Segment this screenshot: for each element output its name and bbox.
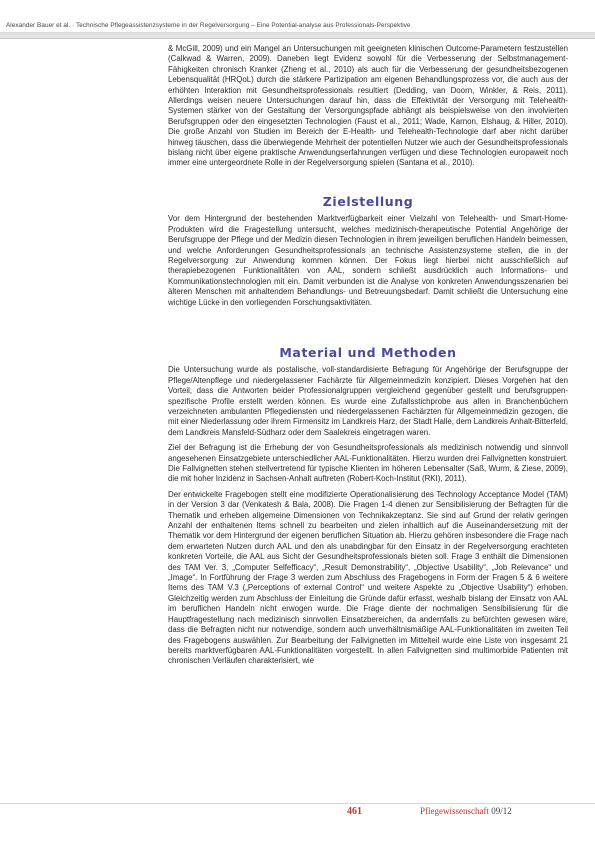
- methods-paragraph-2: Ziel der Befragung ist die Erhebung der von Gesundheitsprofessionals als medizinisch notwendig und sinnvoll angesehenen Einsatzgebiete unterschiedlicher AAL-Funktionalitäten. Hierzu wurden drei Fallvignetten konstruiert. Die Fallvignetten stehen stellvertretend für typische Klienten im höheren Lebensalter (Saß, Wurm, & Ziese, 2009), die mit hoher Inzidenz in Sachsen-Anhalt auftreten (Robert-Koch-Institut (RKI), 2011).: [168, 443, 568, 484]
- section-heading-material-methoden: Material und Methoden: [279, 344, 457, 360]
- footer-divider: [0, 803, 595, 804]
- methods-paragraph-1: Die Untersuchung wurde als postalische, voll-standardisierte Befragung für Angehörige der Berufsgruppe der Pflege/Altenpflege und niedergelassener Fachärzte für Allgemeinmedizin konzipiert. Dieses Vorgehen hat den Vorteil, dass die Antworten beider Professionalgruppen vergleichend gegenüber gestellt und berufsgruppen-spezifische Profile erstellt werden können. Es wurde eine Zufallsstichprobe aus allen in Branchenbüchern verzeichneten ambulanten Pflegediensten und niedergelassenen Fachärzten für Allgemeinmedizin gezogen, die mit einer Niederlassung oder ihrem Firmensitz im Landkreis Harz, der Stadt Halle, dem Landkreis Anhalt-Bitterfeld, dem Landkreis Mansfeld-Südharz oder dem Saalekreis eingetragen waren.: [168, 365, 568, 437]
- methods-paragraph-3: Der entwickelte Fragebogen stellt eine modifizierte Operationalisierung des Technology Acceptance Model (TAM) in der Version 3 dar (Venkatesh & Bala, 2008). Die Fragen 1-4 dienen zur Sensibilisierung der Befragten für die Thematik und erheben allgemeine Dimensionen von Technikakzeptanz. Sie sind auf Grund der relativ geringen Anzahl der enthaltenen Items schnell zu bearbeiten und zielen inhaltlich auf die Auseinandersetzung mit der Thematik vor dem Hintergrund der eigenen beruflichen Situation ab. Hierzu gehören insbesondere die Frage nach dem erwarteten Nutzen durch AAL und den als unabdingbar für den Einsatz in der Regelversorgung erachteten konkreten Vorteile, die AAL aus Sicht der Gesundheitsprofessionals bieten soll. Frage 3 enthält die Dimensionen des TAM Ver. 3, „Computer Selfefficacy“, „Result Demonstrability“, „Objective Usability“, „Job Relevance“ und „Image“. In Fortführung der Frage 3 werden zum Abschluss des Fragebogens in Form der Fragen 5 & 6 weitere Items des TAM V.3 („Perceptions of external Control“ und weitere Aspekte zu „Objective Usability“) erhoben. Gleichzeitig werden zum Abschluss der Einleitung die Gründe dafür erfasst, weshalb bislang der Einsatz von AAL im beruflichen Handeln nicht erwogen wurde. Die Frage diente der nochmaligen Sensibilisierung für die Hauptfragestellung nach medizinisch sinnvollen Einsatzbereichen, da andernfalls zu befürchten gewesen wäre, dass die Befragten nicht nur notwendige, sondern auch unverhältnismäßige AAL-Funktionalitäten im zweiten Teil des Fragebogens auswählen. Zur Bearbeitung der Fallvignetten im Mittelteil wurde eine Liste von insgesamt 21 bereits marktverfügbaren AAL-Funktionalitäten vorgestellt. In allen Fallvignetten sind multimorbide Patienten mit chronischen Verläufen charakterisiert, wie: [168, 489, 568, 666]
- intro-paragraph: & McGill, 2009) und ein Mangel an Untersuchungen mit geeigneten klinischen Outcome-Parametern festzustellen (Calkwad & Warren, 2009). Daneben liegt Evidenz sowohl für die Verbesserung der Selbstmanagement-Fähigkeiten chronisch Kranker (Zheng et al., 2010) als auch für die Verbesserung der gesundheitsbezogenen Lebensqualität (HRQoL) durch die stärkere Partizipation am eigenen Behandlungsprozess vor, die auch aus der erhöhten Interaktion mit Gesundheitsprofessionals resultiert (Dedding, van Doorn, Winkler, & Reis, 2011). Allerdings weisen neuere Untersuchungen darauf hin, dass die Effektivität der Versorgung mit Telehealth-Systemen stärker von der Gestaltung der Versorgungspfade abhängt als beispielsweise von den involvierten Berufsgruppen oder den eingesetzten Technologien (Faust et al., 2011; Wade, Karnon, Elshaug, & Hiller, 2010). Die große Anzahl von Studien im Bereich der E-Health- und Telehealth-Technologie darf aber nicht darüber hinweg täuschen, dass die überwiegende Mehrheit der potentiellen Nutzer wie auch der Gesundheitsprofessionals bislang nicht über eigene praktische Anwendungserfahrungen verfügen und diese Technologien europaweit noch immer eine untergeordnete Rolle in der Regelversorgung spielen (Santana et al., 2010).: [168, 44, 568, 168]
- running-head: Alexander Bauer et al. · Technische Pflegeassistenzsysteme in der Regelversorgung – Eine Potential-analyse aus Professionals-Perspektive: [6, 22, 411, 29]
- zielstellung-paragraph: Vor dem Hintergrund der bestehenden Marktverfügbarkeit einer Vielzahl von Telehealth- und Smart-Home-Produkten wird die Fragestellung untersucht, welches medizinisch-therapeutische Potential Angehörige der Berufsgruppe der Pflege und der Medizin diesen Technologien in ihrem jeweiligen beruflichen Handeln beimessen, und welche Anforderungen Gesundheitsprofessionals an technische Assistenzsysteme stellen, die in der Regelversorgung zur Anwendung kommen können. Der Fokus liegt hierbei nicht ausschließlich auf therapiebezogenen Funktionalitäten von AAL, sondern schließt ausdrücklich auch Informations- und Kommunikationstechnologien mit ein. Damit verbunden ist die Analyse von konkreten Anwendungsszenarien bei älteren Menschen mit anhaltendem Behandlungs- und Betreuungsbedarf. Damit schließt die Untersuchung eine wichtige Lücke in den vorliegenden Forschungsaktivitäten.: [168, 214, 568, 307]
- header-divider: [0, 38, 595, 39]
- section-heading-zielstellung: Zielstellung: [322, 193, 414, 209]
- text-column: [168, 44, 568, 672]
- journal-footer: [420, 806, 512, 816]
- journal-name: Pflegewissenschaft: [420, 806, 489, 816]
- journal-issue: 09/12: [491, 806, 512, 816]
- page-number: 461: [347, 806, 362, 817]
